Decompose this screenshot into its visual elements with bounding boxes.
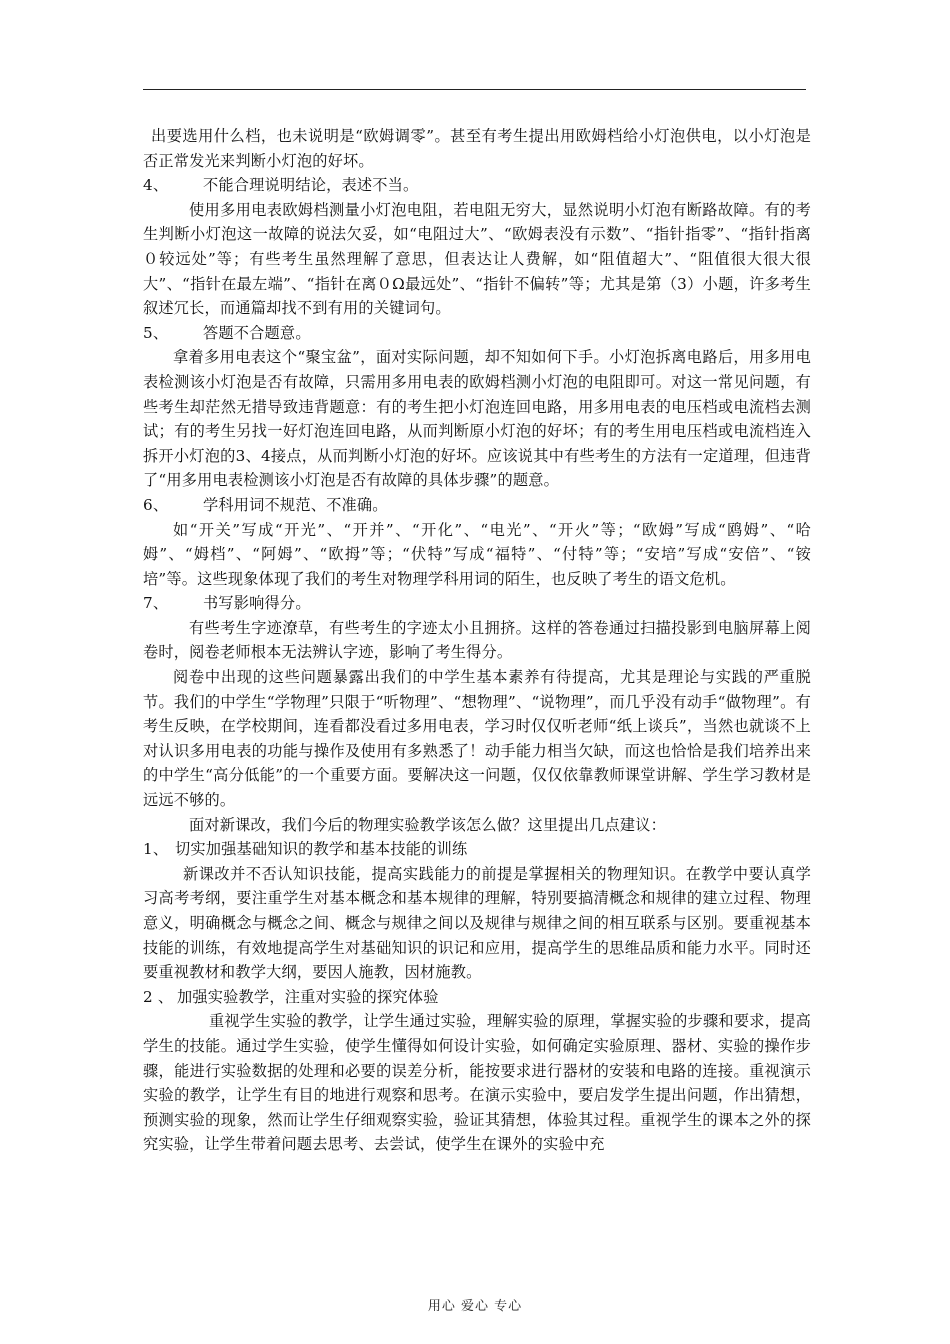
section-heading-7 — [143, 591, 811, 616]
heading-text: 书写影响得分。 — [203, 594, 311, 613]
section-heading-6 — [143, 493, 811, 518]
paragraph: 拿着多用电表这个“聚宝盆”，面对实际问题，却不知如何下手。小灯泡拆离电路后，用多用电表检测该小灯泡是否有故障，只需用多用电表的欧姆档测小灯泡的电阻即可。对这一常见问题，有些考生却茫然无措导致违背题意：有的考生把小灯泡连回电路，用多用电表的电压档或电流档去测试；有的考生另找一好灯泡连回电路，从而判断原小灯泡的好坏；有的考生用电压档或电流档连入拆开小灯泡的3、4接点，从而判断小灯泡的好坏。应该说其中有些考生的方法有一定道理，但违背了“用多用电表检测该小灯泡是否有故障的具体步骤”的题意。 — [143, 348, 811, 490]
heading-text: 切实加强基础知识的教学和基本技能的训练 — [175, 840, 468, 859]
document-body — [143, 124, 811, 1157]
paragraph: 如“开关”写成“开光”、“开并”、“开化”、“电光”、“开火”等；“欧姆”写成“鸥姆”、“哈姆”、“姆档”、“阿姆”、“欧拇”等；“伏特”写成“福特”、“付特”等；“安培”写成“安倍”、“铵培”等。这些现象体现了我们的考生对物理学科用词的陌生，也反映了考生的语文危机。 — [143, 520, 811, 588]
paragraph: 出要选用什么档，也未说明是“欧姆调零”。甚至有考生提出用欧姆档给小灯泡供电，以小灯泡是否正常发光来判断小灯泡的好坏。 — [143, 127, 811, 170]
suggestion-heading-2 — [143, 985, 811, 1010]
paragraph: 新课改并不否认知识技能，提高实践能力的前提是掌握相关的物理知识。在教学中要认真学习高考考纲，要注重学生对基本概念和基本规律的理解，特别要搞清概念和规律的建立过程、物理意义，明确概念与概念之间、概念与规律之间以及规律与规律之间的相互联系与区别。要重视基本技能的训练，有效地提高学生对基础知识的识记和应用，提高学生的思维品质和能力水平。同时还要重视教材和教学大纲，要因人施教，因材施教。 — [143, 864, 811, 982]
page-footer: 用心 爱心 专心 — [427, 1299, 523, 1314]
suggestion-heading-1 — [143, 837, 811, 862]
paragraph: 重视学生实验的教学，让学生通过实验，理解实验的原理，掌握实验的步骤和要求，提高学生的技能。通过学生实验，使学生懂得如何设计实验，如何确定实验原理、器材、实验的操作步骤，能进行实验数据的处理和必要的误差分析，能按要求进行器材的安装和电路的连接。重视演示实验的教学，让学生有目的地进行观察和思考。在演示实验中，要启发学生提出问题，作出猜想，预测实验的现象，然而让学生仔细观察实验，验证其猜想，体验其过程。重视学生的课本之外的探究实验，让学生带着问题去思考、去尝试，使学生在课外的实验中充 — [143, 1012, 811, 1154]
paragraph: 面对新课改，我们今后的物理实验教学该怎么做？这里提出几点建议： — [189, 815, 667, 834]
heading-number: 7、 — [143, 594, 169, 613]
heading-text: 答题不合题意。 — [203, 323, 311, 342]
header-rule — [143, 89, 806, 90]
heading-text: 学科用词不规范、不准确。 — [203, 495, 388, 514]
heading-number: 2 、 — [143, 987, 174, 1006]
heading-text: 加强实验教学，注重对实验的探究体验 — [177, 987, 439, 1006]
paragraph: 有些考生字迹潦草，有些考生的字迹太小且拥挤。这样的答卷通过扫描投影到电脑屏幕上阅卷时，阅卷老师根本无法辨认字迹，影响了考生得分。 — [143, 618, 811, 662]
section-heading-4 — [143, 173, 811, 198]
heading-number: 5、 — [143, 323, 169, 342]
section-heading-5 — [143, 321, 811, 346]
heading-number: 6、 — [143, 495, 169, 514]
paragraph: 使用多用电表欧姆档测量小灯泡电阻，若电阻无穷大，显然说明小灯泡有断路故障。有的考生判断小灯泡这一故障的说法欠妥，如“电阻过大”、“欧姆表没有示数”、“指针指零”、“指针指离０较远处”等；有些考生虽然理解了意思，但表达让人费解，如“阻值超大”、“阻值很大很大很大”、“指针在最左端”、“指针在离０Ω最远处”、“指针不偏转”等；尤其是第（3）小题，许多考生叙述冗长，而通篇却找不到有用的关键词句。 — [143, 200, 811, 318]
heading-number: 1、 — [143, 840, 169, 859]
paragraph: 阅卷中出现的这些问题暴露出我们的中学生基本素养有待提高，尤其是理论与实践的严重脱节。我们的中学生“学物理”只限于“听物理”、“想物理”、“说物理”，而几乎没有动手“做物理”。有考生反映，在学校期间，连看都没看过多用电表，学习时仅仅听老师“纸上谈兵”，当然也就谈不上对认识多用电表的功能与操作及使用有多熟悉了！动手能力相当欠缺，而这也恰恰是我们培养出来的中学生“高分低能”的一个重要方面。要解决这一问题，仅仅依靠教师课堂讲解、学生学习教材是远远不够的。 — [143, 668, 811, 810]
heading-number: 4、 — [143, 176, 169, 195]
heading-text: 不能合理说明结论，表述不当。 — [203, 176, 419, 195]
